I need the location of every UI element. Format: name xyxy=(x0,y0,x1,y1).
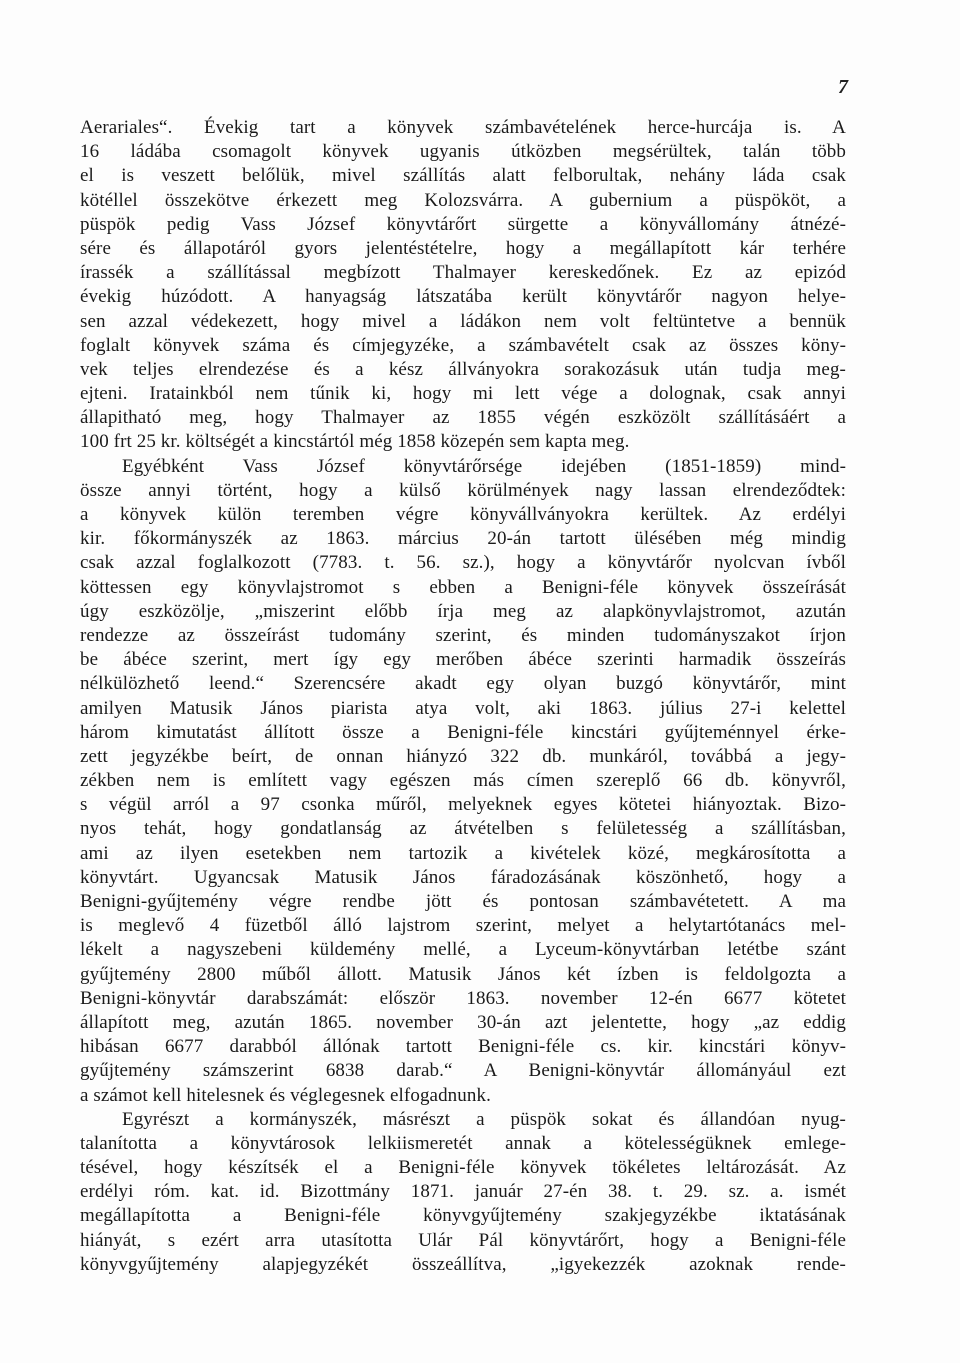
text-line: írassék a szállítással megbízott Thalmayer kereskedőnek. Ez az epizód xyxy=(80,262,846,284)
text-line: is meglevő 4 füzetből álló lajstrom szerint, melyet a helytartótanács mel- xyxy=(80,915,846,937)
text-line: a könyvek külön teremben végre könyvállványokra kerültek. Az erdélyi xyxy=(80,504,846,525)
body-text xyxy=(80,116,846,1277)
text-line: Aerariales“. Évekig tart a könyvek számbavételének herce-hurcája is. A xyxy=(80,117,846,138)
text-line: lékelt a nagyszebeni küldemény mellé, a Lyceum-könyvtárban letétbe szánt xyxy=(80,939,846,961)
text-line: erdélyi róm. kat. id. Bizottmány 1871. január 27-én 38. t. 29. sz. a. ismét xyxy=(80,1181,846,1203)
text-line: úgy eszközölje, „miszerint előbb írja meg az alapkönyvlajstromot, azután xyxy=(80,600,846,622)
text-line: csak azzal foglalkozott (7783. t. 56. sz.), hogy a könyvtárőr nyolcvan ívből xyxy=(80,552,846,574)
text-line: Egyébként Vass József könyvtárőrsége idejében (1851-1859) mind- xyxy=(122,455,846,477)
text-line: 100 frt 25 kr. költségét a kincstártól még 1858 közepén sem kapta meg. xyxy=(80,431,630,453)
text-line: össze annyi történt, hogy a külső körülmények nagy lassan elrendeződtek: xyxy=(80,479,846,501)
text-line: el is veszett belőlük, mivel szállítás alatt felborultak, nehány láda csak xyxy=(80,165,846,187)
text-line: állapitható meg, hogy Thalmayer az 1855 végén eszközölt szállításáért a xyxy=(80,407,846,429)
text-line: könyvgyűjtemény alapjegyzékét összeállítva, „igyekezzék azoknak rende- xyxy=(80,1253,846,1275)
text-line: Egyrészt a kormányszék, másrészt a püspök sokat és állandóan nyug- xyxy=(122,1108,846,1130)
text-line: gyűjtemény számszerint 6838 darab.“ A Benigni-könyvtár állományául ezt xyxy=(80,1060,846,1082)
text-line: be ábéce szerint, mert így egy merőben ábéce szerinti harmadik összeírás xyxy=(80,649,846,671)
text-line: könyvtárt. Ugyancsak Matusik János fáradozásának köszönhető, hogy a xyxy=(80,866,846,888)
text-line: ami az ilyen esetekben nem tartozik a kivételek közé, megkárosította a xyxy=(80,842,846,864)
text-line: tésével, hogy készítsék el a Benigni-féle könyvek tökéletes leltározását. Az xyxy=(80,1157,846,1179)
text-line: zett jegyzékbe beírt, de onnan hiányzó 322 db. munkáról, továbbá a jegy- xyxy=(80,745,846,767)
text-line: sére és állapotáról gyors jelentéstételre, hogy a megállapított kár terhére xyxy=(80,237,846,259)
text-line: megállapította a Benigni-féle könyvgyűjtemény szakjegyzékbe iktatásának xyxy=(80,1205,846,1227)
text-line: Benigni-gyűjtemény végre rendbe jött és pontosan számbavétetett. A ma xyxy=(80,891,846,912)
text-line: hibásan 6677 darabból állónak tartott Benigni-féle cs. kir. kincstári könyv- xyxy=(80,1036,846,1058)
page-number: 7 xyxy=(838,76,848,98)
text-line: vek teljes elrendezése és a kész állványokra sorakozásuk után tudja meg- xyxy=(80,358,846,380)
text-line: nyos tehát, hogy gondatlanság az átvételben s felületesség a szállításban, xyxy=(80,818,846,840)
text-line: s végül arról a 97 csonka műről, melyeknek egyes kötetei hiányoztak. Bizo- xyxy=(80,794,846,816)
text-line: amilyen Matusik János piarista atya volt, aki 1863. július 27-i kelettel xyxy=(80,697,846,719)
text-line: sen azzal védekezett, hogy mivel a ládákon nem volt feltüntetve a bennük xyxy=(80,310,846,332)
text-line: évekig húzódott. A hanyagság látszatába került könyvtárőr nagyon helye- xyxy=(80,286,846,308)
text-line: kötéllel összekötve érkezett meg Kolozsvárra. A gubernium a püspököt, a xyxy=(80,189,846,211)
text-line: ejteni. Iratainkból nem tűnik ki, hogy mi lett vége a dolognak, csak annyi xyxy=(80,383,846,405)
text-line: a számot kell hitelesnek és véglegesnek elfogadnunk. xyxy=(80,1084,491,1106)
text-line: talanította a könyvtárosok lelkiismeretét annak a kötelességüknek emlege- xyxy=(80,1132,846,1154)
text-line: nélkülözhető leend.“ Szerencsére akadt egy olyan buzgó könyvtárőr, mint xyxy=(80,673,846,695)
text-line: három kimutatást állított össze a Benigni-féle kincstári gyűjteménnyel érke- xyxy=(80,721,846,743)
text-line: kir. főkormányszék az 1863. március 20-án tartott ülésében még mindig xyxy=(80,528,846,550)
text-line: Benigni-könyvtár darabszámát: először 1863. november 12-én 6677 kötetet xyxy=(80,987,846,1009)
text-line: püspök pedig Vass József könyvtárőrt sürgette a könyvállomány átnézé- xyxy=(80,213,846,235)
text-line: köttessen egy könyvlajstromot s ebben a Benigni-féle könyvek összeírását xyxy=(80,576,846,598)
text-line: zékben nem is említett vagy egészen más címen szereplő 66 db. könyvről, xyxy=(80,770,846,792)
text-line: 16 ládába csomagolt könyvek ugyanis útközben megsérültek, talán több xyxy=(80,141,846,163)
text-line: állapított meg, azután 1865. november 30-án azt jelentette, hogy „az eddig xyxy=(80,1011,846,1033)
text-line: rendezze az összeírást tudomány szerint, és minden tudományszakot írjon xyxy=(80,624,846,646)
text-line: gyűjtemény 2800 műből állott. Matusik János két ízben is feldolgozta a xyxy=(80,963,846,985)
text-line: hiányát, s ezért arra utasította Ulár Pál könyvtárőrt, hogy a Benigni-féle xyxy=(80,1229,846,1251)
text-line: foglalt könyvek száma és címjegyzéke, a számbavételt csak az összes köny- xyxy=(80,334,846,356)
